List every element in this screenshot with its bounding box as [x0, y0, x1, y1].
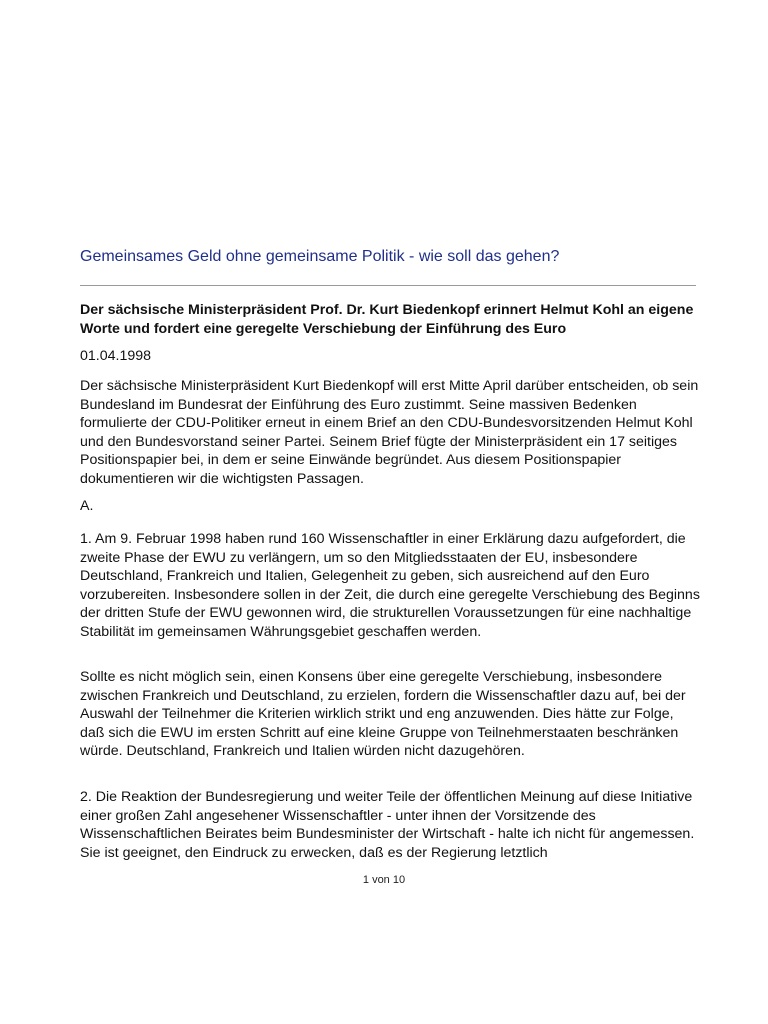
page-title: Gemeinsames Geld ohne gemeinsame Politik - wie soll das gehen? — [80, 248, 560, 265]
title-divider — [80, 285, 696, 286]
paragraph-1: 1. Am 9. Februar 1998 haben rund 160 Wissenschaftler in einer Erklärung dazu aufgefordert, die zweite Phase der EWU zu verlängern, um so den Mitgliedsstaaten der EU, insbesondere Deutschland, Frankreich und Italien, Gelegenheit zu geben, sich ausreichend auf den Euro vorzubereiten. Insbesondere sollen in der Zeit, die durch eine geregelte Verschiebung des Beginns der dritten Stufe der EWU gewonnen wird, die strukturellen Voraussetzungen für eine nachhaltige Stabilität im gemeinsamen Währungsgebiet geschaffen werden. — [80, 531, 700, 640]
paragraph-intro: Der sächsische Ministerpräsident Kurt Biedenkopf will erst Mitte April darüber entscheiden, ob sein Bundesland im Bundesrat der Einführung des Euro zustimmt. Seine massiven Bedenken formulierte der CDU-Politiker erneut in einem Brief an den CDU-Bundesvorsitzenden Helmut Kohl und den Bundesvorstand seiner Partei. Seinem Brief fügte der Ministerpräsident ein 17 seitiges Positionspapier bei, in dem er seine Einwände begründet. Aus diesem Positionspapier dokumentieren wir die wichtigsten Passagen. — [80, 378, 699, 487]
paragraph-2: Sollte es nicht möglich sein, einen Konsens über eine geregelte Verschiebung, insbesondere zwischen Frankreich und Deutschland, zu erzielen, fordern die Wissenschaftler dazu auf, bei der Auswahl der Teilnehmer die Kriterien wirklich strikt und eng anzuwenden. Dies hätte zur Folge, daß sich die EWU im ersten Schritt auf eine kleine Gruppe von Teilnehmerstaaten beschränken würde. Deutschland, Frankreich und Italien würden nicht dazugehören. — [80, 669, 686, 759]
article-subtitle: Der sächsische Ministerpräsident Prof. Dr. Kurt Biedenkopf erinnert Helmut Kohl an eigene Worte und fordert eine geregelte Verschiebung der Einführung des Euro — [80, 302, 694, 337]
article-date: 01.04.1998 — [80, 348, 152, 364]
section-heading-a: A. — [80, 498, 94, 514]
page-indicator: 1 von 10 — [362, 874, 406, 886]
paragraph-3: 2. Die Reaktion der Bundesregierung und weiter Teile der öffentlichen Meinung auf diese Initiative einer großen Zahl angesehener Wissenschaftler - unter ihnen der Vorsitzende des Wissenschaftlichen Beirates beim Bundesminister der Wirtschaft - halte ich nicht für angemessen. Sie ist geeignet, den Eindruck zu erwecken, daß es der Regierung letztlich — [80, 789, 695, 861]
